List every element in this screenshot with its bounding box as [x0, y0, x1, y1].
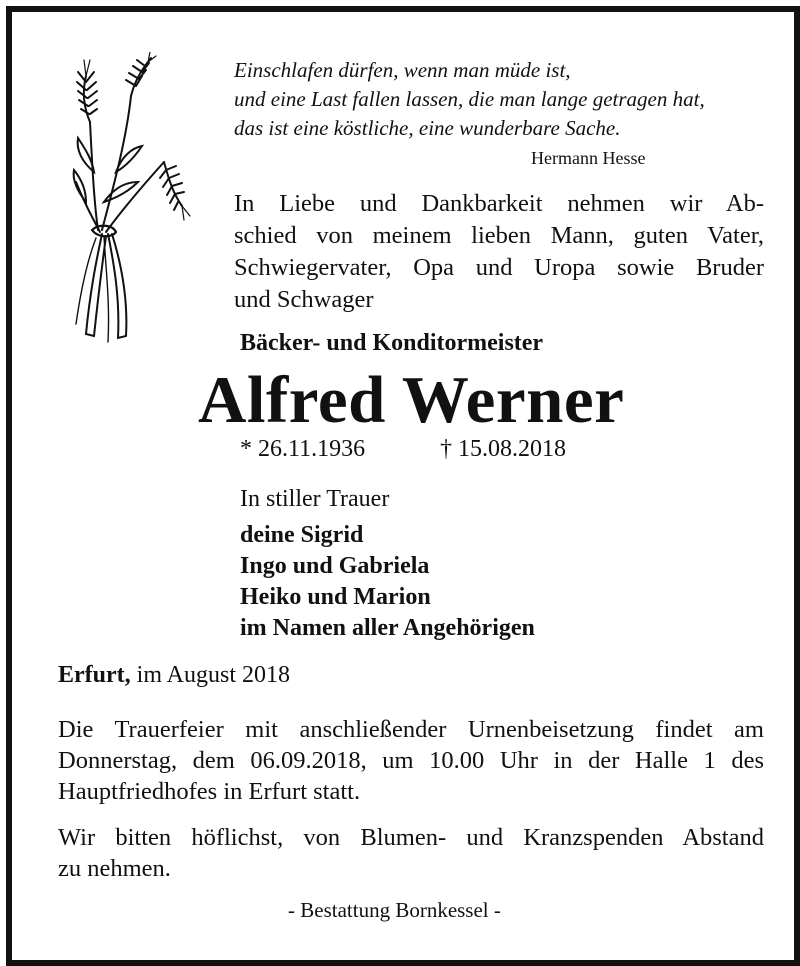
- request-line: Wir bitten höflichst, von Blumen- und Kranzspenden Abstand: [58, 824, 764, 851]
- date: im August 2018: [136, 662, 291, 688]
- mourning-heading: In stiller Trauer: [240, 486, 390, 512]
- obituary-frame: [6, 6, 800, 966]
- request-text: [58, 822, 764, 884]
- quote-line: Einschlafen dürfen, wenn man müde ist,: [234, 58, 571, 82]
- intro-line: und Schwager: [234, 286, 374, 313]
- quote-line: das ist eine köstliche, eine wunderbare Sache.: [234, 116, 621, 140]
- birth-date: * 26.11.1936: [240, 436, 366, 462]
- ceremony-line: Die Trauerfeier mit anschließender Urnenbeisetzung findet am: [58, 716, 764, 743]
- ceremony-text: [58, 714, 764, 807]
- ceremony-line: Donnerstag, dem 06.09.2018, um 10.00 Uhr in der Halle 1 des: [58, 747, 764, 774]
- intro-line: Schwiegervater, Opa und Uropa sowie Bruder: [234, 254, 764, 281]
- undertaker: - Bestattung Bornkessel -: [288, 898, 501, 922]
- mourner-name: Ingo und Gabriela: [240, 553, 430, 579]
- place: Erfurt,: [58, 662, 131, 688]
- mourners-list: [240, 520, 535, 644]
- request-line: zu nehmen.: [58, 855, 171, 882]
- deceased-name: Alfred Werner: [198, 363, 625, 437]
- mourner-name: im Namen aller Angehörigen: [240, 615, 535, 641]
- wheat-bundle-icon: [56, 52, 196, 352]
- intro-line: schied von meinem lieben Mann, guten Vater,: [234, 222, 764, 249]
- intro-line: In Liebe und Dankbarkeit nehmen wir Ab-: [234, 190, 764, 217]
- mourner-name: deine Sigrid: [240, 522, 364, 548]
- profession: Bäcker- und Konditormeister: [240, 330, 544, 356]
- death-date: † 15.08.2018: [440, 436, 566, 462]
- quote-author: Hermann Hesse: [531, 148, 646, 168]
- intro-text: [234, 188, 764, 316]
- quote-line: und eine Last fallen lassen, die man lange getragen hat,: [234, 87, 705, 111]
- ceremony-line: Hauptfriedhofes in Erfurt statt.: [58, 778, 361, 805]
- mourner-name: Heiko und Marion: [240, 584, 431, 610]
- hesse-quote: [234, 56, 705, 143]
- place-date: [58, 662, 290, 689]
